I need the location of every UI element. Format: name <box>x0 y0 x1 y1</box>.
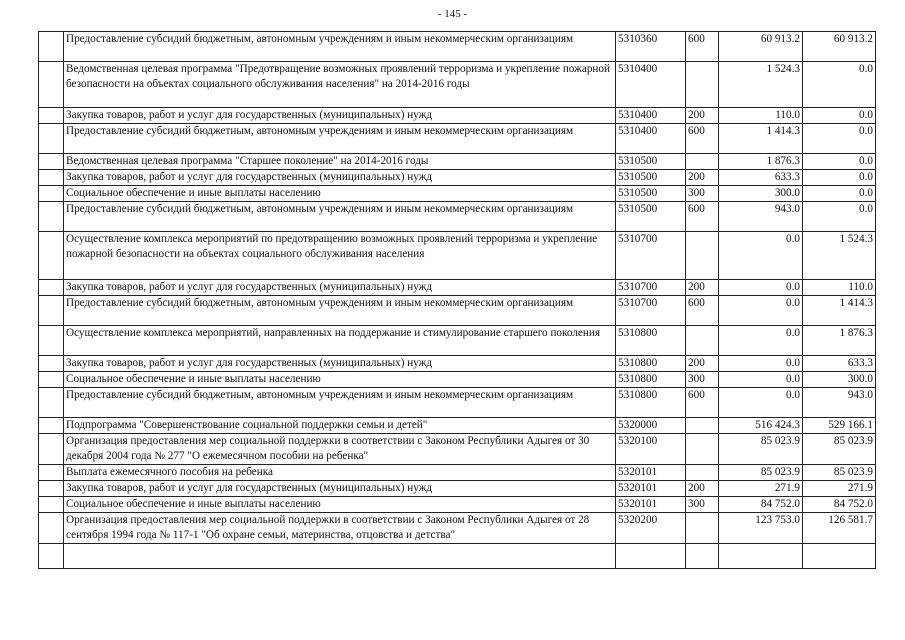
row-amount-2016-cell: 84 752.0 <box>803 497 876 513</box>
table-row <box>39 513 876 544</box>
row-amount-2016-cell: 85 023.9 <box>803 465 876 481</box>
table-row <box>39 62 876 108</box>
row-type-cell <box>686 513 719 544</box>
row-margin-cell <box>39 124 64 154</box>
row-name-cell: Предоставление субсидий бюджетным, автономным учреждениям и иным некоммерческим организациям <box>64 296 616 326</box>
row-code-cell: 5320101 <box>616 497 686 513</box>
table-row <box>39 372 876 388</box>
row-amount-2015-cell: 0.0 <box>719 280 803 296</box>
table-row <box>39 186 876 202</box>
row-type-cell <box>686 418 719 434</box>
row-code-cell: 5320000 <box>616 418 686 434</box>
row-margin-cell <box>39 326 64 356</box>
table-row <box>39 154 876 170</box>
table-row <box>39 465 876 481</box>
row-name-cell: Организация предоставления мер социальной поддержки в соответствии с Законом Республики Адыгея от 30 декабря 2004 года № 277 "О ежемесячном пособии на ребенка" <box>64 434 616 465</box>
row-margin-cell <box>39 465 64 481</box>
row-amount-2015-cell: 633.3 <box>719 170 803 186</box>
table-row <box>39 481 876 497</box>
table-row <box>39 434 876 465</box>
table-row <box>39 108 876 124</box>
row-code-cell: 5310500 <box>616 154 686 170</box>
row-amount-2016-cell: 0.0 <box>803 170 876 186</box>
row-margin-cell <box>39 186 64 202</box>
row-amount-2016-cell: 271.9 <box>803 481 876 497</box>
row-amount-2015-cell: 0.0 <box>719 372 803 388</box>
row-margin-cell <box>39 280 64 296</box>
table-row <box>39 388 876 418</box>
row-code-cell: 5310800 <box>616 388 686 418</box>
row-name-cell: Предоставление субсидий бюджетным, автономным учреждениям и иным некоммерческим организациям <box>64 124 616 154</box>
row-margin-cell <box>39 481 64 497</box>
row-margin-cell <box>39 388 64 418</box>
row-name-cell: Закупка товаров, работ и услуг для государственных (муниципальных) нужд <box>64 481 616 497</box>
row-name-cell: Социальное обеспечение и иные выплаты населению <box>64 497 616 513</box>
table-row <box>39 296 876 326</box>
row-code-cell: 5310700 <box>616 280 686 296</box>
row-amount-2015-cell: 0.0 <box>719 296 803 326</box>
row-name-cell: Выплата ежемесячного пособия на ребенка <box>64 465 616 481</box>
row-code-cell: 5310800 <box>616 356 686 372</box>
row-type-cell: 200 <box>686 170 719 186</box>
row-amount-2015-cell: 516 424.3 <box>719 418 803 434</box>
row-type-cell <box>686 326 719 356</box>
table-row <box>39 232 876 280</box>
row-amount-2016-cell: 1 414.3 <box>803 296 876 326</box>
row-name-cell: Предоставление субсидий бюджетным, автономным учреждениям и иным некоммерческим организациям <box>64 388 616 418</box>
row-margin-cell <box>39 296 64 326</box>
row-name-cell: Закупка товаров, работ и услуг для государственных (муниципальных) нужд <box>64 170 616 186</box>
row-type-cell: 600 <box>686 202 719 232</box>
row-amount-2016-cell: 85 023.9 <box>803 434 876 465</box>
row-amount-2015-cell: 85 023.9 <box>719 465 803 481</box>
row-code-cell: 5310800 <box>616 372 686 388</box>
row-name-cell: Предоставление субсидий бюджетным, автономным учреждениям и иным некоммерческим организациям <box>64 202 616 232</box>
row-name-cell: Социальное обеспечение и иные выплаты населению <box>64 186 616 202</box>
row-type-cell: 600 <box>686 388 719 418</box>
row-amount-2016-cell: 0.0 <box>803 62 876 108</box>
row-amount-2016-cell: 943.0 <box>803 388 876 418</box>
row-name-cell: Ведомственная целевая программа "Старшее поколение" на 2014-2016 годы <box>64 154 616 170</box>
row-type-cell <box>686 154 719 170</box>
row-type-cell: 200 <box>686 108 719 124</box>
row-amount-2015-cell: 0.0 <box>719 356 803 372</box>
row-amount-2015-cell: 0.0 <box>719 326 803 356</box>
row-amount-2015-cell: 0.0 <box>719 388 803 418</box>
row-code-cell: 5310500 <box>616 202 686 232</box>
row-name-cell: Социальное обеспечение и иные выплаты населению <box>64 372 616 388</box>
row-amount-2015-cell: 110.0 <box>719 108 803 124</box>
row-margin-cell <box>39 418 64 434</box>
row-name-cell: Закупка товаров, работ и услуг для государственных (муниципальных) нужд <box>64 280 616 296</box>
empty-cell <box>64 544 616 569</box>
row-type-cell: 200 <box>686 356 719 372</box>
row-code-cell: 5310700 <box>616 232 686 280</box>
table-row <box>39 202 876 232</box>
row-type-cell: 600 <box>686 124 719 154</box>
row-name-cell: Ведомственная целевая программа "Предотвращение возможных проявлений терроризма и укрепление пожарной безопасности на объектах социального обслуживания населения" на 2014-2016 годы <box>64 62 616 108</box>
row-margin-cell <box>39 62 64 108</box>
row-code-cell: 5320101 <box>616 465 686 481</box>
row-amount-2016-cell: 110.0 <box>803 280 876 296</box>
table-row <box>39 326 876 356</box>
row-type-cell: 600 <box>686 32 719 62</box>
row-name-cell: Подпрограмма "Совершенствование социальной поддержки семьи и детей" <box>64 418 616 434</box>
row-code-cell: 5320101 <box>616 481 686 497</box>
row-amount-2016-cell: 0.0 <box>803 124 876 154</box>
empty-cell <box>803 544 876 569</box>
row-code-cell: 5310700 <box>616 296 686 326</box>
row-margin-cell <box>39 232 64 280</box>
table-row <box>39 280 876 296</box>
row-code-cell: 5310400 <box>616 108 686 124</box>
row-amount-2015-cell: 943.0 <box>719 202 803 232</box>
row-name-cell: Закупка товаров, работ и услуг для государственных (муниципальных) нужд <box>64 356 616 372</box>
row-code-cell: 5310500 <box>616 170 686 186</box>
row-margin-cell <box>39 497 64 513</box>
row-margin-cell <box>39 32 64 62</box>
row-amount-2015-cell: 85 023.9 <box>719 434 803 465</box>
row-amount-2016-cell: 126 581.7 <box>803 513 876 544</box>
row-type-cell: 300 <box>686 186 719 202</box>
row-amount-2015-cell: 0.0 <box>719 232 803 280</box>
row-name-cell: Предоставление субсидий бюджетным, автономным учреждениям и иным некоммерческим организациям <box>64 32 616 62</box>
row-code-cell: 5320200 <box>616 513 686 544</box>
row-margin-cell <box>39 154 64 170</box>
row-type-cell <box>686 434 719 465</box>
row-amount-2016-cell: 633.3 <box>803 356 876 372</box>
row-margin-cell <box>39 108 64 124</box>
row-amount-2016-cell: 60 913.2 <box>803 32 876 62</box>
row-amount-2015-cell: 300.0 <box>719 186 803 202</box>
row-amount-2015-cell: 1 524.3 <box>719 62 803 108</box>
row-amount-2015-cell: 1 414.3 <box>719 124 803 154</box>
row-type-cell <box>686 62 719 108</box>
table-row <box>39 124 876 154</box>
row-type-cell <box>686 465 719 481</box>
table-row-empty <box>39 544 876 569</box>
row-code-cell: 5310360 <box>616 32 686 62</box>
row-amount-2016-cell: 0.0 <box>803 202 876 232</box>
row-margin-cell <box>39 202 64 232</box>
row-type-cell: 200 <box>686 280 719 296</box>
row-amount-2015-cell: 1 876.3 <box>719 154 803 170</box>
budget-table-body <box>39 32 876 569</box>
row-amount-2015-cell: 60 913.2 <box>719 32 803 62</box>
row-amount-2016-cell: 0.0 <box>803 154 876 170</box>
row-type-cell: 300 <box>686 372 719 388</box>
empty-cell <box>616 544 686 569</box>
row-amount-2015-cell: 84 752.0 <box>719 497 803 513</box>
table-row <box>39 418 876 434</box>
row-amount-2016-cell: 300.0 <box>803 372 876 388</box>
row-type-cell: 200 <box>686 481 719 497</box>
row-type-cell <box>686 232 719 280</box>
row-type-cell: 600 <box>686 296 719 326</box>
row-code-cell: 5310400 <box>616 124 686 154</box>
table-row <box>39 32 876 62</box>
row-name-cell: Закупка товаров, работ и услуг для государственных (муниципальных) нужд <box>64 108 616 124</box>
page-number: - 145 - <box>437 8 468 20</box>
row-name-cell: Осуществление комплекса мероприятий, направленных на поддержание и стимулирование старшего поколения <box>64 326 616 356</box>
row-code-cell: 5310400 <box>616 62 686 108</box>
table-row <box>39 170 876 186</box>
row-amount-2015-cell: 271.9 <box>719 481 803 497</box>
row-amount-2016-cell: 529 166.1 <box>803 418 876 434</box>
row-name-cell: Организация предоставления мер социальной поддержки в соответствии с Законом Республики Адыгея от 28 сентября 1994 года № 117-1 "Об охране семьи, материнства, отцовства и детства" <box>64 513 616 544</box>
row-name-cell: Осуществление комплекса мероприятий по предотвращению возможных проявлений терроризма и укрепление пожарной безопасности на объектах социального обслуживания населения <box>64 232 616 280</box>
row-margin-cell <box>39 513 64 544</box>
row-margin-cell <box>39 372 64 388</box>
row-code-cell: 5310800 <box>616 326 686 356</box>
row-code-cell: 5310500 <box>616 186 686 202</box>
row-type-cell: 300 <box>686 497 719 513</box>
row-margin-cell <box>39 434 64 465</box>
row-margin-cell <box>39 170 64 186</box>
row-amount-2016-cell: 0.0 <box>803 108 876 124</box>
row-margin-cell <box>39 356 64 372</box>
row-amount-2015-cell: 123 753.0 <box>719 513 803 544</box>
budget-table <box>38 31 876 569</box>
row-amount-2016-cell: 1 876.3 <box>803 326 876 356</box>
empty-cell <box>719 544 803 569</box>
row-amount-2016-cell: 0.0 <box>803 186 876 202</box>
row-code-cell: 5320100 <box>616 434 686 465</box>
table-row <box>39 356 876 372</box>
row-amount-2016-cell: 1 524.3 <box>803 232 876 280</box>
table-row <box>39 497 876 513</box>
empty-cell <box>39 544 64 569</box>
empty-cell <box>686 544 719 569</box>
